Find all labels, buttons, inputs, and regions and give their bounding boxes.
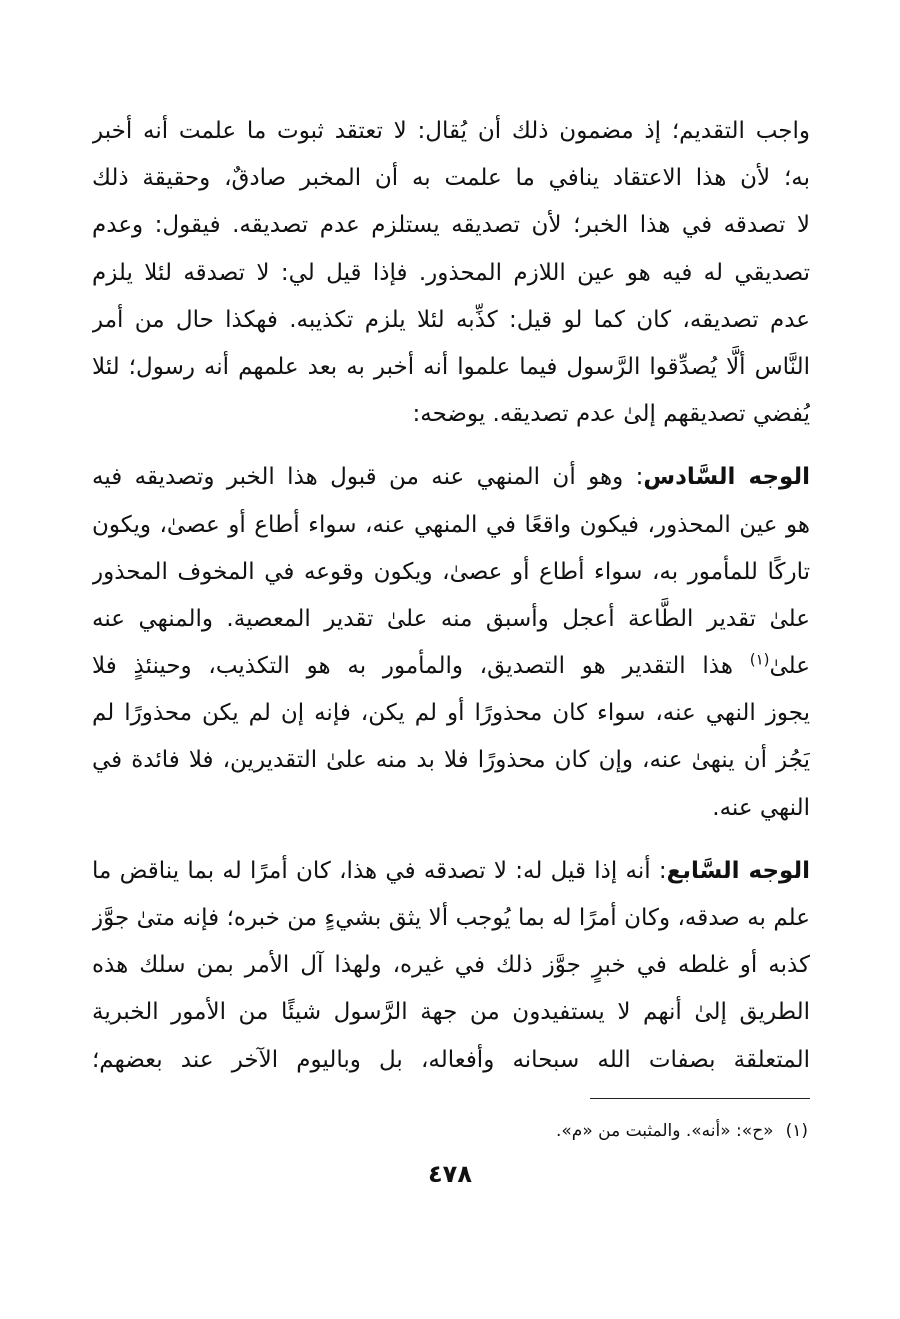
footnote-divider (590, 1098, 810, 1099)
section-heading: الوجه السَّابع (666, 857, 810, 884)
page-body (92, 108, 810, 1084)
text-line: هو عين المحذور، فيكون واقعًا في المنهي عنه، سواء أطاع أو عصىٰ، ويكون (92, 511, 810, 538)
footnote (90, 1118, 808, 1144)
text-run: علىٰ (769, 653, 810, 680)
text-line: عدم تصديقه، كان كما لو قيل: كذِّبه لئلا يلزم تكذيبه. فهكذا حال من أمر (92, 306, 810, 333)
footnote-reference[interactable]: (١) (749, 650, 770, 669)
text-run: : وهو أن المنهي عنه من قبول هذا الخبر وتصديقه فيه (92, 464, 644, 491)
text-line: يَجُز أن ينهىٰ عنه، وإن كان محذورًا فلا بد منه علىٰ التقديرين، فلا فائدة في (92, 747, 810, 774)
paragraph-1 (92, 108, 810, 438)
text-line: يُفضي تصديقهم إلىٰ عدم تصديقه. يوضحه: (412, 401, 810, 428)
text-run: هذا التقدير هو التصديق، والمأمور به هو التكذيب، وحينئذٍ فلا (92, 653, 750, 680)
text-line: علم به صدقه، وكان أمرًا له بما يُوجب ألا يثق بشيءٍ من خبره؛ فإنه متىٰ جوَّز (92, 905, 810, 931)
text-line (92, 848, 810, 895)
text-line: تصديقي له فيه هو عين اللازم المحذور. فإذا قيل لي: لا تصدقه لئلا يلزم (92, 259, 810, 286)
text-line (92, 454, 810, 501)
text-line: النَّاس ألَّا يُصدِّقوا الرَّسول فيما علموا أنه أخبر به بعد علمهم أنه رسول؛ لئلا (92, 353, 810, 380)
text-line: الطريق إلىٰ أنهم لا يستفيدون من جهة الرَّسول شيئًا من الأمور الخبرية (92, 999, 810, 1026)
footnote-text: «ح»: «أنه». والمثبت من «م». (556, 1121, 774, 1141)
text-line: المتعلقة بصفات الله سبحانه وأفعاله، بل وباليوم الآخر عند بعضهم؛ (92, 1046, 810, 1073)
paragraph-2 (92, 454, 810, 832)
text-line: واجب التقديم؛ إذ مضمون ذلك أن يُقال: لا تعتقد ثبوت ما علمت أنه أخبر (92, 118, 810, 144)
text-line: علىٰ تقدير الطَّاعة أعجل وأسبق منه علىٰ تقدير المعصية. والمنهي عنه (92, 605, 810, 632)
text-line: يجوز النهي عنه، سواء كان محذورًا أو لم يكن، فإنه إن لم يكن محذورًا لم (92, 700, 810, 727)
page-number: ٤٧٨ (428, 1160, 472, 1188)
text-line: به؛ لأن هذا الاعتقاد ينافي ما علمت به أن المخبر صادقٌ، وحقيقة ذلك (92, 165, 810, 192)
section-heading: الوجه السَّادس (643, 464, 810, 491)
text-line: كذبه أو غلطه في خبرٍ جوَّز ذلك في غيره، ولهذا آل الأمر بمن سلك هذه (92, 952, 810, 979)
text-run: : أنه إذا قيل له: لا تصدقه في هذا، كان أمرًا له بما يناقض ما (92, 857, 667, 884)
text-line: لا تصدقه في هذا الخبر؛ لأن تصديقه يستلزم عدم تصديقه. فيقول: وعدم (92, 212, 810, 239)
text-line: تاركًا للمأمور به، سواء أطاع أو عصىٰ، ويكون وقوعه في المخوف المحذور (92, 558, 810, 585)
text-line (92, 643, 810, 690)
text-line: النهي عنه. (712, 794, 810, 821)
paragraph-3 (92, 848, 810, 1084)
footnote-number: (١) (785, 1121, 808, 1141)
